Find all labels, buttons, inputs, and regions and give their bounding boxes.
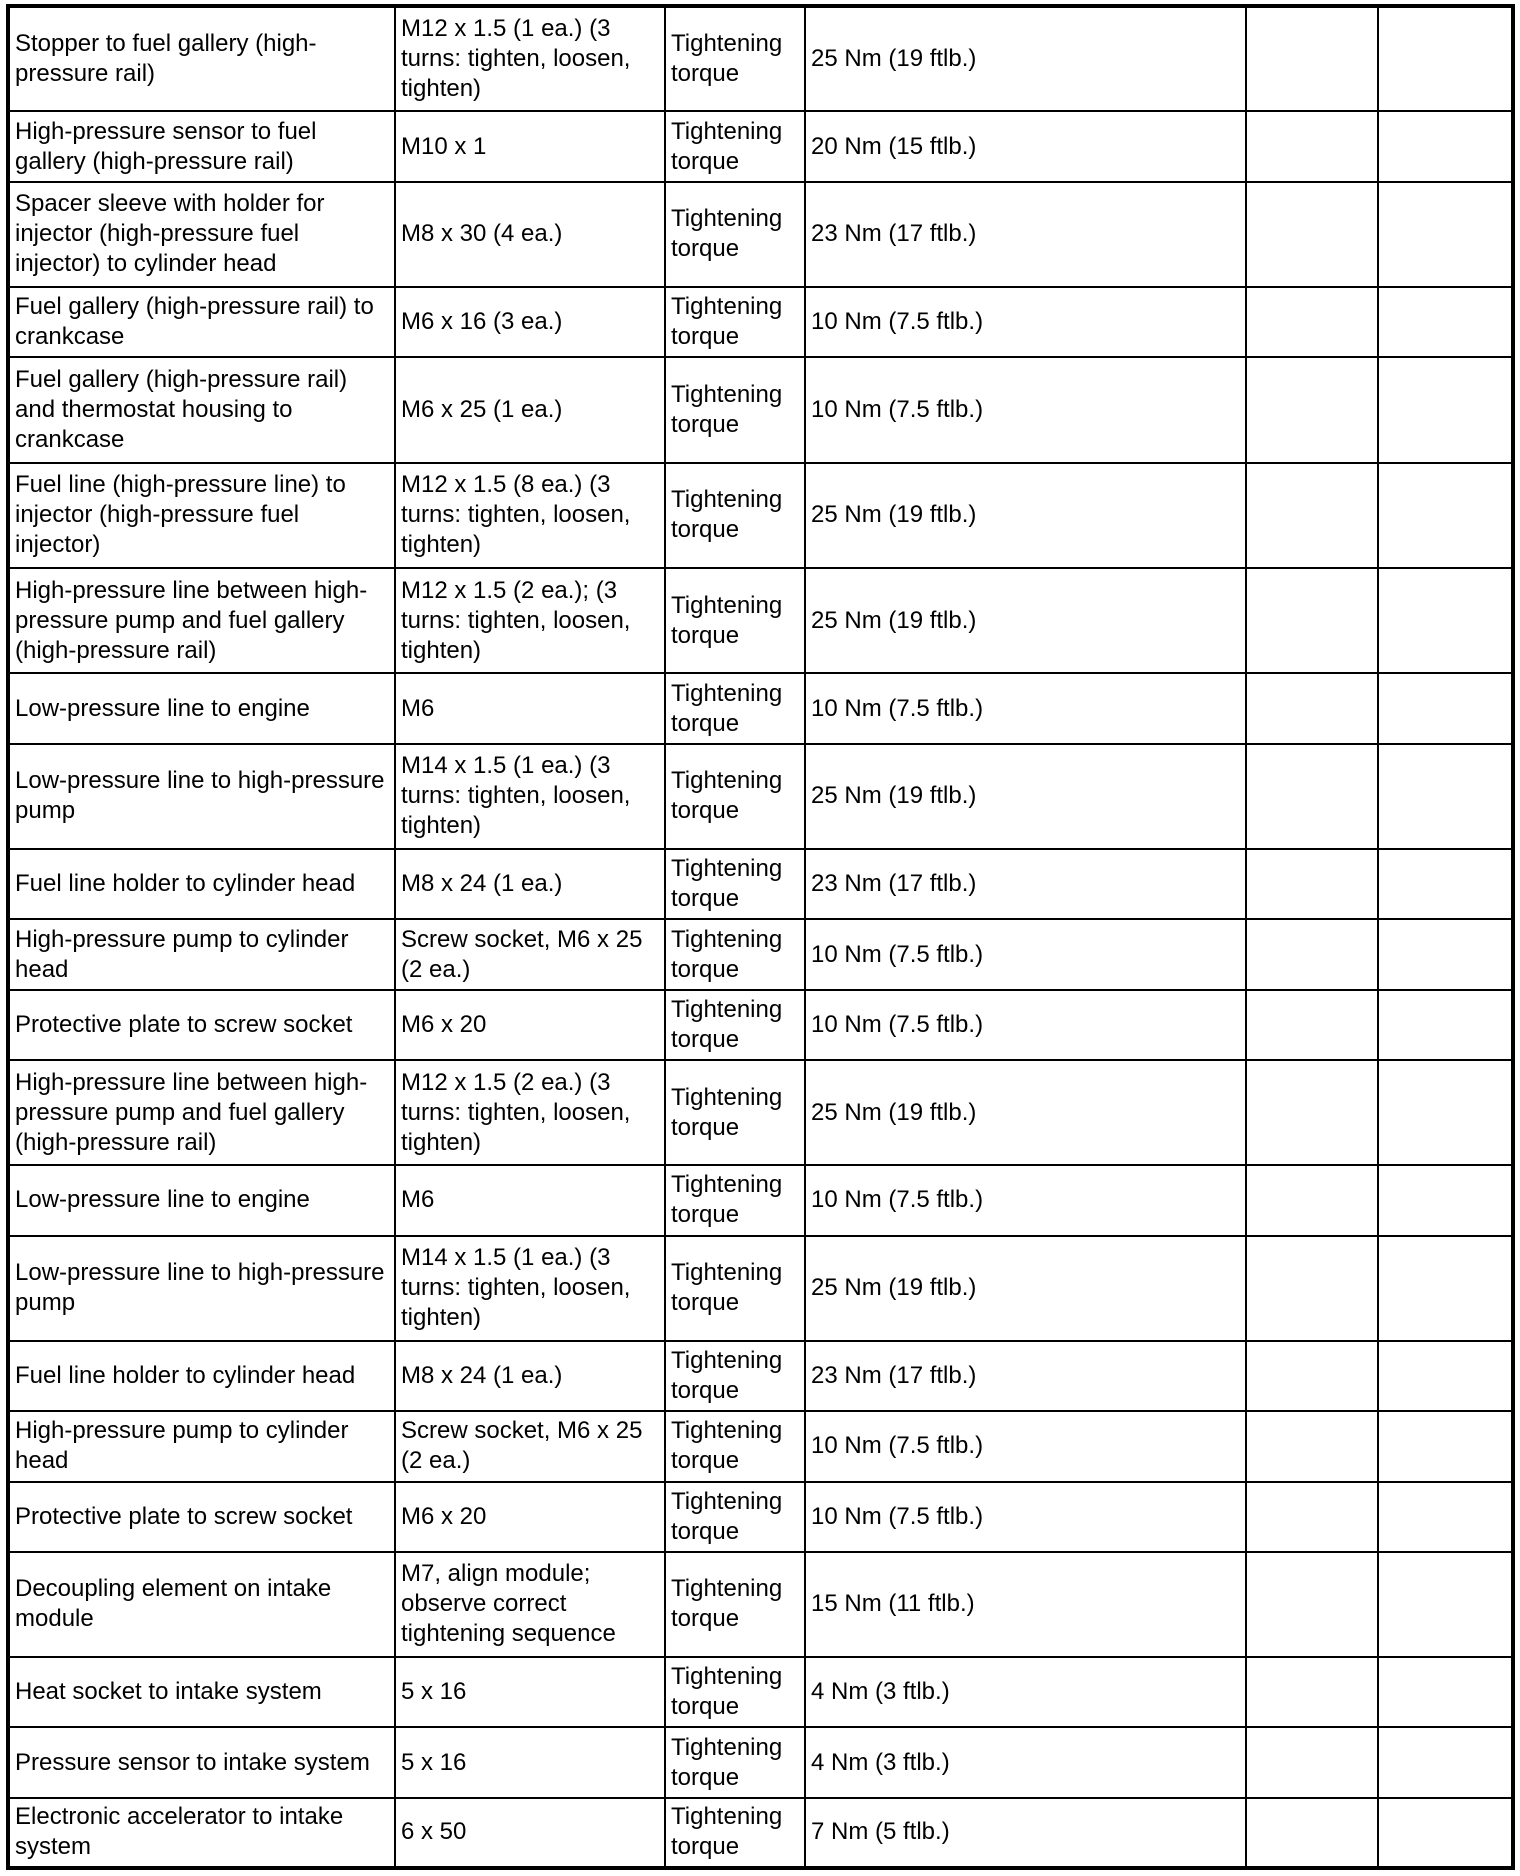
- spec-type-cell: Tightening torque: [665, 1727, 805, 1797]
- table-row: [8, 463, 1513, 568]
- extra-cell-2: [1378, 357, 1513, 462]
- table-row: [8, 568, 1513, 673]
- extra-cell-2: [1378, 849, 1513, 919]
- extra-cell-1: [1246, 1552, 1378, 1657]
- extra-cell-1: [1246, 1341, 1378, 1411]
- torque-value-cell: 23 Nm (17 ftlb.): [805, 849, 1246, 919]
- torque-value-cell: 10 Nm (7.5 ftlb.): [805, 919, 1246, 989]
- component-cell: Low-pressure line to high-pressure pump: [8, 1236, 395, 1341]
- component-cell: High-pressure pump to cylinder head: [8, 919, 395, 989]
- fastener-cell: M6: [395, 1165, 665, 1235]
- table-row: [8, 111, 1513, 181]
- spec-type-cell: Tightening torque: [665, 1060, 805, 1165]
- fastener-cell: M7, align module; observe correct tightening sequence: [395, 1552, 665, 1657]
- fastener-cell: 5 x 16: [395, 1727, 665, 1797]
- fastener-cell: M10 x 1: [395, 111, 665, 181]
- fastener-cell: M8 x 24 (1 ea.): [395, 849, 665, 919]
- torque-value-cell: 10 Nm (7.5 ftlb.): [805, 990, 1246, 1060]
- torque-value-cell: 7 Nm (5 ftlb.): [805, 1798, 1246, 1868]
- extra-cell-1: [1246, 357, 1378, 462]
- table-row: [8, 287, 1513, 357]
- spec-type-cell: Tightening torque: [665, 919, 805, 989]
- component-cell: High-pressure line between high-pressure pump and fuel gallery (high-pressure rail): [8, 1060, 395, 1165]
- fastener-cell: M8 x 30 (4 ea.): [395, 182, 665, 287]
- torque-value-cell: 10 Nm (7.5 ftlb.): [805, 287, 1246, 357]
- extra-cell-2: [1378, 1657, 1513, 1727]
- spec-type-cell: Tightening torque: [665, 287, 805, 357]
- fastener-cell: M12 x 1.5 (1 ea.) (3 turns: tighten, loosen, tighten): [395, 6, 665, 111]
- component-cell: High-pressure sensor to fuel gallery (high-pressure rail): [8, 111, 395, 181]
- torque-value-cell: 25 Nm (19 ftlb.): [805, 744, 1246, 849]
- fastener-cell: M12 x 1.5 (2 ea.); (3 turns: tighten, loosen, tighten): [395, 568, 665, 673]
- extra-cell-1: [1246, 568, 1378, 673]
- table-row: [8, 1341, 1513, 1411]
- torque-value-cell: 23 Nm (17 ftlb.): [805, 1341, 1246, 1411]
- extra-cell-1: [1246, 463, 1378, 568]
- fastener-cell: M12 x 1.5 (8 ea.) (3 turns: tighten, loosen, tighten): [395, 463, 665, 568]
- spec-type-cell: Tightening torque: [665, 463, 805, 568]
- table-row: [8, 1236, 1513, 1341]
- spec-type-cell: Tightening torque: [665, 849, 805, 919]
- table-row: [8, 849, 1513, 919]
- torque-value-cell: 25 Nm (19 ftlb.): [805, 1236, 1246, 1341]
- extra-cell-2: [1378, 1236, 1513, 1341]
- component-cell: Low-pressure line to high-pressure pump: [8, 744, 395, 849]
- extra-cell-1: [1246, 1482, 1378, 1552]
- table-row: [8, 1798, 1513, 1868]
- spec-type-cell: Tightening torque: [665, 568, 805, 673]
- fastener-cell: M12 x 1.5 (2 ea.) (3 turns: tighten, loosen, tighten): [395, 1060, 665, 1165]
- fastener-cell: M6 x 25 (1 ea.): [395, 357, 665, 462]
- table-row: [8, 1165, 1513, 1235]
- extra-cell-1: [1246, 182, 1378, 287]
- fastener-cell: M14 x 1.5 (1 ea.) (3 turns: tighten, loosen, tighten): [395, 1236, 665, 1341]
- component-cell: Fuel gallery (high-pressure rail) to crankcase: [8, 287, 395, 357]
- component-cell: Stopper to fuel gallery (high-pressure rail): [8, 6, 395, 111]
- extra-cell-1: [1246, 6, 1378, 111]
- torque-spec-sheet: [6, 4, 1511, 1870]
- torque-value-cell: 25 Nm (19 ftlb.): [805, 6, 1246, 111]
- extra-cell-2: [1378, 287, 1513, 357]
- spec-type-cell: Tightening torque: [665, 1165, 805, 1235]
- extra-cell-2: [1378, 111, 1513, 181]
- component-cell: Decoupling element on intake module: [8, 1552, 395, 1657]
- torque-value-cell: 10 Nm (7.5 ftlb.): [805, 1165, 1246, 1235]
- spec-type-cell: Tightening torque: [665, 744, 805, 849]
- table-row: [8, 1552, 1513, 1657]
- extra-cell-2: [1378, 568, 1513, 673]
- fastener-cell: Screw socket, M6 x 25 (2 ea.): [395, 1411, 665, 1481]
- fastener-cell: Screw socket, M6 x 25 (2 ea.): [395, 919, 665, 989]
- spec-type-cell: Tightening torque: [665, 1236, 805, 1341]
- spec-type-cell: Tightening torque: [665, 1798, 805, 1868]
- torque-value-cell: 25 Nm (19 ftlb.): [805, 463, 1246, 568]
- fastener-cell: M6 x 20: [395, 990, 665, 1060]
- extra-cell-2: [1378, 463, 1513, 568]
- extra-cell-1: [1246, 1060, 1378, 1165]
- extra-cell-1: [1246, 1411, 1378, 1481]
- component-cell: Protective plate to screw socket: [8, 990, 395, 1060]
- extra-cell-1: [1246, 1657, 1378, 1727]
- spec-type-cell: Tightening torque: [665, 673, 805, 743]
- torque-value-cell: 15 Nm (11 ftlb.): [805, 1552, 1246, 1657]
- table-row: [8, 744, 1513, 849]
- torque-value-cell: 25 Nm (19 ftlb.): [805, 1060, 1246, 1165]
- table-row: [8, 919, 1513, 989]
- extra-cell-2: [1378, 182, 1513, 287]
- spec-type-cell: Tightening torque: [665, 1341, 805, 1411]
- extra-cell-1: [1246, 111, 1378, 181]
- component-cell: High-pressure line between high-pressure pump and fuel gallery (high-pressure rail): [8, 568, 395, 673]
- component-cell: Fuel line (high-pressure line) to injector (high-pressure fuel injector): [8, 463, 395, 568]
- table-row: [8, 1727, 1513, 1797]
- extra-cell-1: [1246, 1798, 1378, 1868]
- table-row: [8, 1657, 1513, 1727]
- table-row: [8, 182, 1513, 287]
- component-cell: Protective plate to screw socket: [8, 1482, 395, 1552]
- table-row: [8, 1411, 1513, 1481]
- component-cell: Fuel line holder to cylinder head: [8, 849, 395, 919]
- fastener-cell: M6: [395, 673, 665, 743]
- torque-value-cell: 4 Nm (3 ftlb.): [805, 1727, 1246, 1797]
- extra-cell-2: [1378, 919, 1513, 989]
- torque-value-cell: 10 Nm (7.5 ftlb.): [805, 357, 1246, 462]
- torque-value-cell: 25 Nm (19 ftlb.): [805, 568, 1246, 673]
- extra-cell-2: [1378, 1060, 1513, 1165]
- table-row: [8, 6, 1513, 111]
- spec-type-cell: Tightening torque: [665, 1657, 805, 1727]
- spec-type-cell: Tightening torque: [665, 1482, 805, 1552]
- spec-type-cell: Tightening torque: [665, 6, 805, 111]
- torque-value-cell: 20 Nm (15 ftlb.): [805, 111, 1246, 181]
- fastener-cell: M6 x 20: [395, 1482, 665, 1552]
- spec-type-cell: Tightening torque: [665, 1411, 805, 1481]
- extra-cell-2: [1378, 990, 1513, 1060]
- torque-value-cell: 10 Nm (7.5 ftlb.): [805, 1482, 1246, 1552]
- spec-type-cell: Tightening torque: [665, 182, 805, 287]
- extra-cell-2: [1378, 1798, 1513, 1868]
- extra-cell-1: [1246, 1165, 1378, 1235]
- table-row: [8, 990, 1513, 1060]
- spec-type-cell: Tightening torque: [665, 111, 805, 181]
- extra-cell-2: [1378, 1411, 1513, 1481]
- component-cell: High-pressure pump to cylinder head: [8, 1411, 395, 1481]
- spec-type-cell: Tightening torque: [665, 357, 805, 462]
- extra-cell-1: [1246, 744, 1378, 849]
- extra-cell-1: [1246, 287, 1378, 357]
- extra-cell-1: [1246, 919, 1378, 989]
- extra-cell-2: [1378, 1482, 1513, 1552]
- spec-type-cell: Tightening torque: [665, 990, 805, 1060]
- extra-cell-1: [1246, 849, 1378, 919]
- table-row: [8, 1482, 1513, 1552]
- extra-cell-2: [1378, 1341, 1513, 1411]
- spec-type-cell: Tightening torque: [665, 1552, 805, 1657]
- extra-cell-1: [1246, 1236, 1378, 1341]
- component-cell: Electronic accelerator to intake system: [8, 1798, 395, 1868]
- fastener-cell: M8 x 24 (1 ea.): [395, 1341, 665, 1411]
- extra-cell-2: [1378, 1552, 1513, 1657]
- component-cell: Spacer sleeve with holder for injector (high-pressure fuel injector) to cylinder head: [8, 182, 395, 287]
- torque-value-cell: 4 Nm (3 ftlb.): [805, 1657, 1246, 1727]
- torque-value-cell: 10 Nm (7.5 ftlb.): [805, 673, 1246, 743]
- extra-cell-2: [1378, 673, 1513, 743]
- torque-spec-table: [6, 4, 1515, 1870]
- fastener-cell: M14 x 1.5 (1 ea.) (3 turns: tighten, loosen, tighten): [395, 744, 665, 849]
- table-row: [8, 357, 1513, 462]
- extra-cell-1: [1246, 1727, 1378, 1797]
- extra-cell-2: [1378, 1727, 1513, 1797]
- extra-cell-2: [1378, 744, 1513, 849]
- torque-value-cell: 23 Nm (17 ftlb.): [805, 182, 1246, 287]
- extra-cell-1: [1246, 673, 1378, 743]
- fastener-cell: M6 x 16 (3 ea.): [395, 287, 665, 357]
- component-cell: Low-pressure line to engine: [8, 673, 395, 743]
- extra-cell-1: [1246, 990, 1378, 1060]
- component-cell: Pressure sensor to intake system: [8, 1727, 395, 1797]
- torque-value-cell: 10 Nm (7.5 ftlb.): [805, 1411, 1246, 1481]
- extra-cell-2: [1378, 6, 1513, 111]
- extra-cell-2: [1378, 1165, 1513, 1235]
- table-body: [8, 6, 1513, 1868]
- fastener-cell: 6 x 50: [395, 1798, 665, 1868]
- component-cell: Heat socket to intake system: [8, 1657, 395, 1727]
- component-cell: Fuel line holder to cylinder head: [8, 1341, 395, 1411]
- fastener-cell: 5 x 16: [395, 1657, 665, 1727]
- table-row: [8, 1060, 1513, 1165]
- component-cell: Low-pressure line to engine: [8, 1165, 395, 1235]
- table-row: [8, 673, 1513, 743]
- component-cell: Fuel gallery (high-pressure rail) and thermostat housing to crankcase: [8, 357, 395, 462]
